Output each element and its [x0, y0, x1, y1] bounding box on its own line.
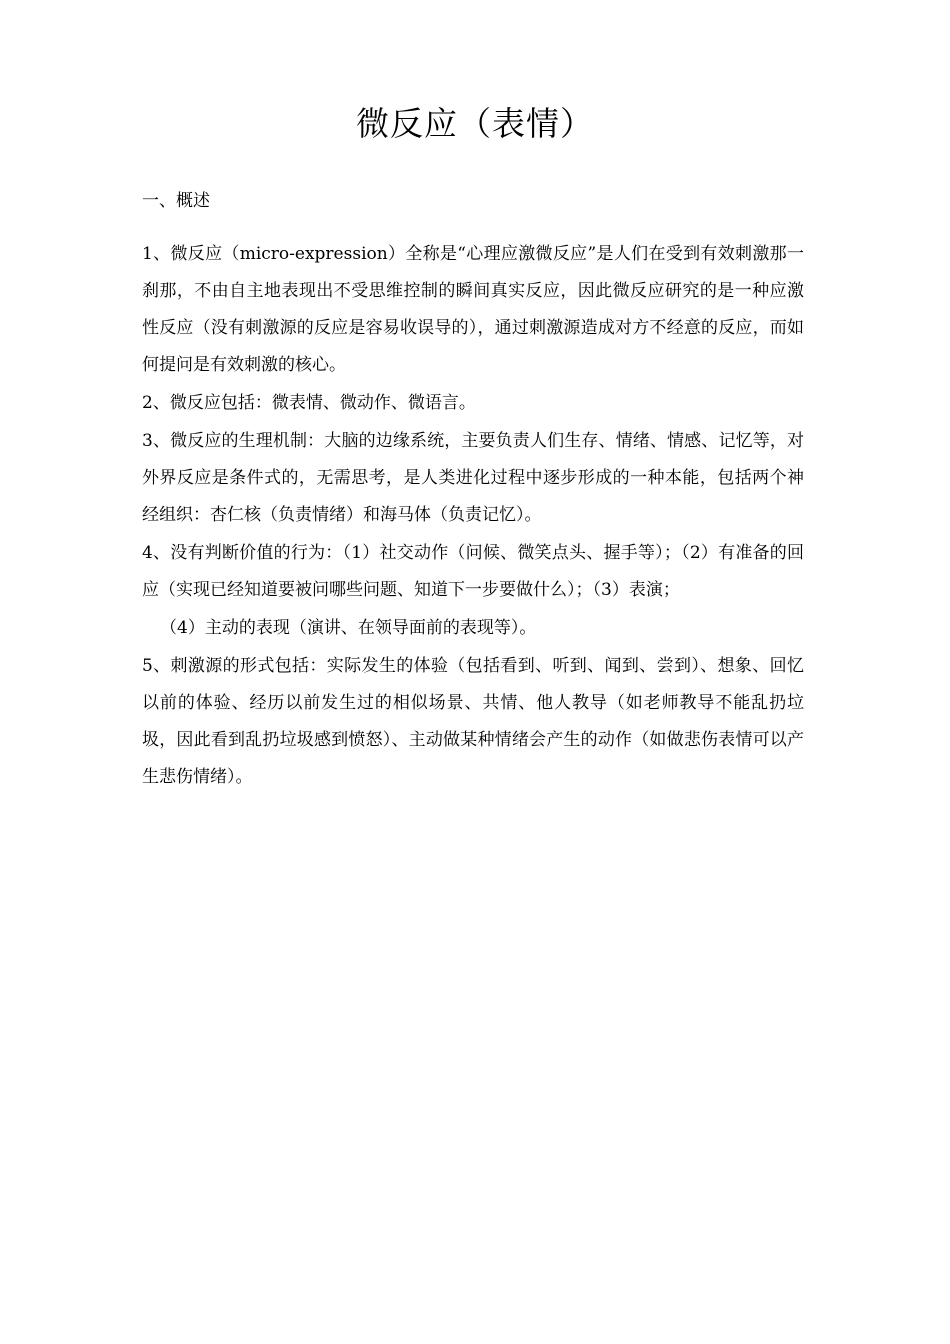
paragraph-stimulus-forms: 5、刺激源的形式包括：实际发生的体验（包括看到、听到、闻到、尝到）、想象、回忆以前的体验、经历以前发生过的相似场景、共情、他人教导（如老师教导不能乱扔垃圾，因此看到乱扔垃圾感到愤怒）、主动做某种情绪会产生的动作（如做悲伤表情可以产生悲伤情绪）。	[142, 656, 804, 787]
paragraph-no-value-behaviors: 4、没有判断价值的行为：（1）社交动作（问候、微笑点头、握手等）；（2）有准备的回应（实现已经知道要被问哪些问题、知道下一步要做什么）；（3）表演；	[142, 543, 804, 600]
document-body	[142, 236, 804, 797]
section-heading-overview: 一、概述	[142, 191, 210, 211]
paragraph-components: 2、微反应包括：微表情、微动作、微语言。	[142, 393, 476, 413]
paragraph-physiology: 3、微反应的生理机制：大脑的边缘系统，主要负责人们生存、情绪、情感、记忆等，对外界反应是条件式的，无需思考，是人类进化过程中逐步形成的一种本能，包括两个神经组织：杏仁核（负责情绪）和海马体（负责记忆）。	[142, 431, 804, 525]
paragraph-definition: 1、微反应（micro-expression）全称是“心理应激微反应”是人们在受到有效刺激那一刹那，不由自主地表现出不受思维控制的瞬间真实反应，因此微反应研究的是一种应激性反应（没有刺激源的反应是容易收误导的），通过刺激源造成对方不经意的反应，而如何提问是有效刺激的核心。	[142, 244, 804, 375]
paragraph-no-value-behaviors-continued: （4）主动的表现（演讲、在领导面前的表现等）。	[160, 618, 537, 638]
document-title: 微反应（表情）	[356, 104, 594, 143]
